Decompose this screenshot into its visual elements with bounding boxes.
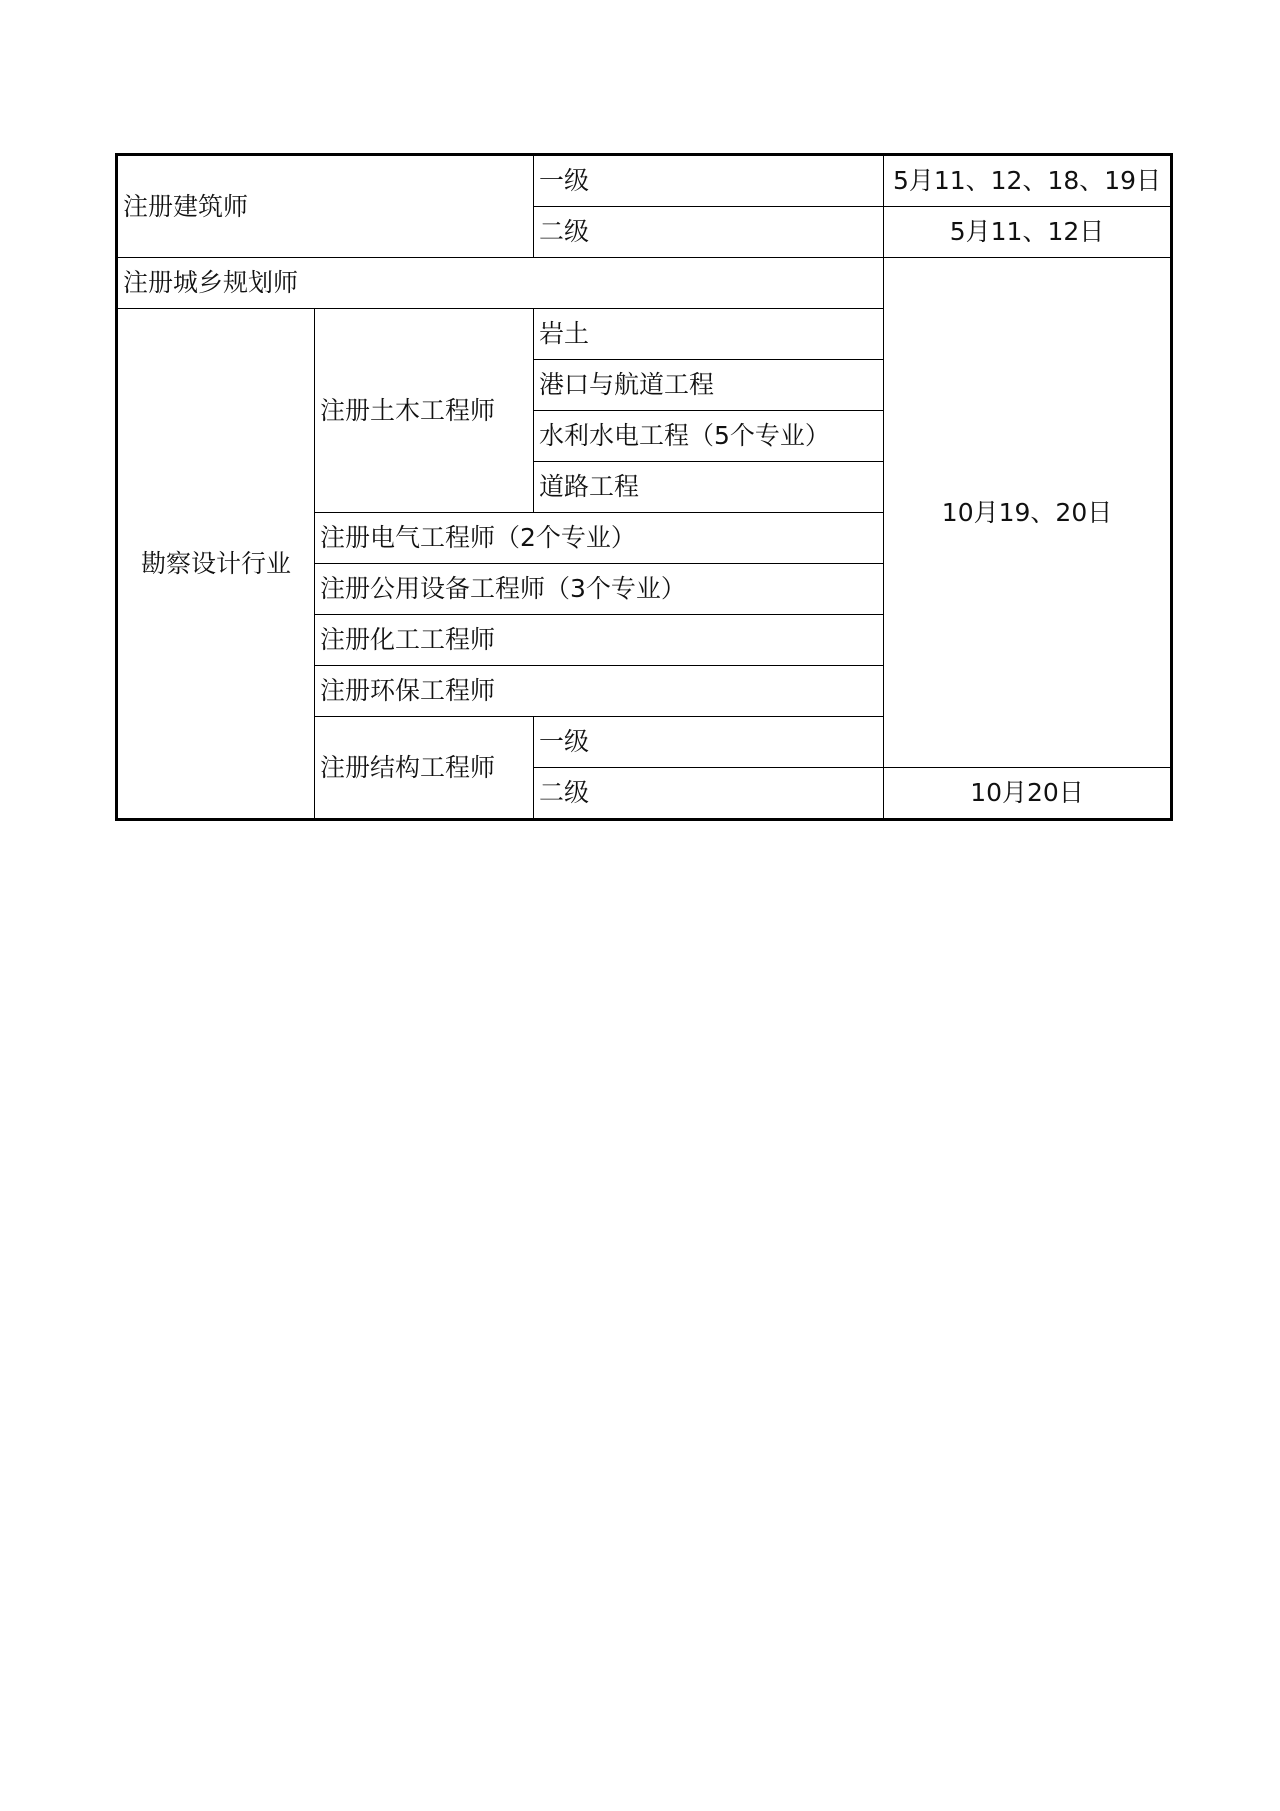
environmental-engineer-cell: 注册环保工程师 (315, 666, 884, 717)
structural-level2-cell: 二级 (534, 768, 884, 820)
civil-sub-water-cell: 水利水电工程（5个专业） (534, 411, 884, 462)
electrical-engineer-cell: 注册电气工程师（2个专业） (315, 513, 884, 564)
shared-date-cell: 10月19、20日 (884, 258, 1172, 768)
architect-level2-cell: 二级 (534, 207, 884, 258)
structural-level2-date-cell: 10月20日 (884, 768, 1172, 820)
chemical-engineer-cell: 注册化工工程师 (315, 615, 884, 666)
civil-sub-road-cell: 道路工程 (534, 462, 884, 513)
survey-industry-cell: 勘察设计行业 (117, 309, 315, 820)
architect-level1-cell: 一级 (534, 155, 884, 207)
architect-name-cell: 注册建筑师 (117, 155, 534, 258)
civil-engineer-cell: 注册土木工程师 (315, 309, 534, 513)
structural-engineer-cell: 注册结构工程师 (315, 717, 534, 820)
planner-name-cell: 注册城乡规划师 (117, 258, 884, 309)
utility-engineer-cell: 注册公用设备工程师（3个专业） (315, 564, 884, 615)
table-row (117, 155, 1172, 207)
exam-schedule-table (115, 153, 1173, 821)
table-row (117, 258, 1172, 309)
civil-sub-geotechnical-cell: 岩土 (534, 309, 884, 360)
structural-level1-cell: 一级 (534, 717, 884, 768)
architect-level2-date-cell: 5月11、12日 (884, 207, 1172, 258)
civil-sub-port-cell: 港口与航道工程 (534, 360, 884, 411)
architect-level1-date-cell: 5月11、12、18、19日 (884, 155, 1172, 207)
